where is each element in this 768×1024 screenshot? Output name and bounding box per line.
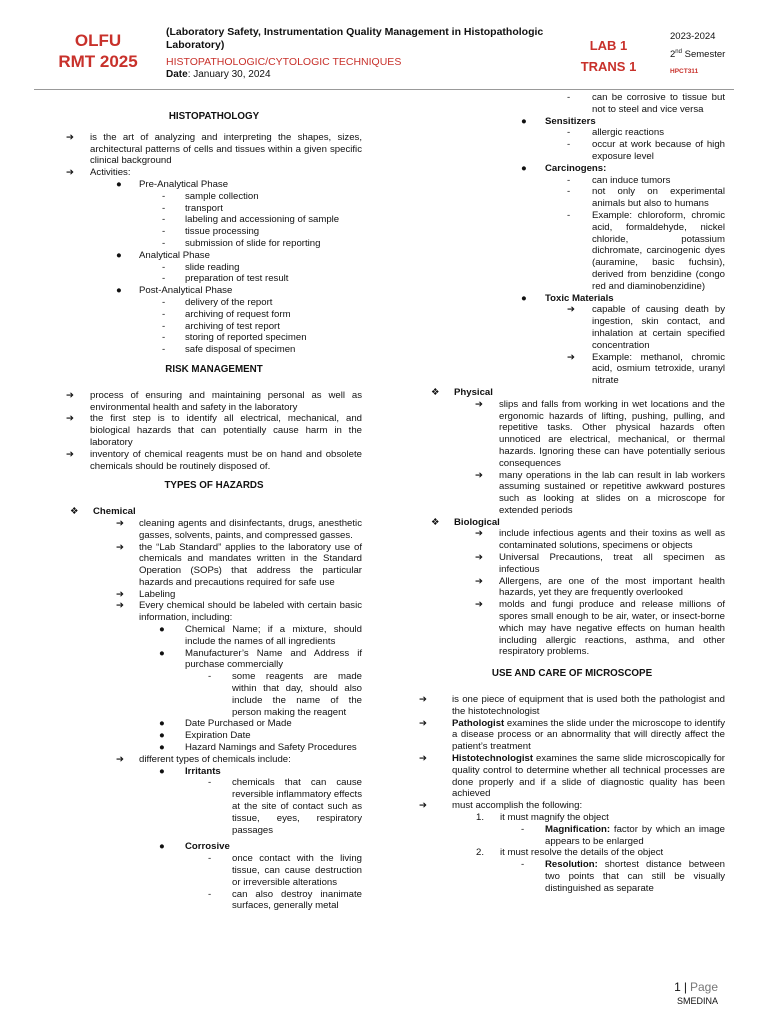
- list-item: - slide reading: [162, 261, 240, 273]
- list-item: ● Carcinogens:: [521, 162, 607, 174]
- list-item: [419, 753, 725, 800]
- resolution-text: shortest distance between two points that can still be visually distinguished as separate: [545, 859, 725, 894]
- arrow-icon: ➔: [419, 753, 428, 765]
- list-item: - Example: chloroform, chromic acid, formaldehyde, nickel chloride, potassium dichromate, carcinogenic dyes (auramine, basic fuchsin), derived from benzidine (congo red and diaminobenzidine): [567, 209, 725, 292]
- number-marker: 2.: [476, 847, 485, 859]
- arrow-icon: ➔: [475, 398, 484, 410]
- diamond-bullet-icon: ❖: [431, 386, 440, 398]
- school-logo-text: [46, 30, 150, 72]
- bullet-icon: ●: [116, 178, 122, 190]
- list-item: - occur at work because of high exposure level: [567, 139, 725, 162]
- arrow-icon: ➔: [116, 753, 125, 765]
- list-item: - transport: [162, 202, 223, 214]
- bullet-icon: ●: [159, 647, 165, 659]
- lecture-date: [166, 69, 271, 80]
- bullet-icon: ●: [159, 624, 165, 636]
- list-item: ● Corrosive: [159, 841, 230, 853]
- diamond-bullet-icon: ❖: [431, 516, 440, 528]
- arrow-icon: ➔: [116, 588, 125, 600]
- arrow-icon: ➔: [116, 600, 125, 612]
- dash-icon: -: [162, 226, 166, 238]
- dash-icon: -: [162, 296, 166, 308]
- dash-icon: -: [208, 777, 212, 789]
- arrow-icon: ➔: [419, 800, 428, 812]
- list-item: - preparation of test result: [162, 273, 289, 285]
- header-divider: [34, 89, 734, 90]
- list-item: ➔ many operations in the lab can result in lab workers assuming sustained or repetitive awkward postures such as looking at slides on a microscope for extended periods: [475, 469, 725, 516]
- dash-icon: -: [162, 261, 166, 273]
- dash-icon: -: [567, 127, 571, 139]
- list-item: ➔ molds and fungi produce and release millions of spores small enough to be air, water, or insect-borne which may have negative effects on human health including allergic reactions, asthma, and other respiratory problems.: [475, 599, 725, 658]
- list-item: ● Sensitizers: [521, 115, 596, 127]
- batch-name: RMT 2025: [58, 52, 138, 71]
- dash-icon: -: [567, 139, 571, 151]
- list-item: ➔ Every chemical should be labeled with certain basic information, including:: [116, 600, 362, 624]
- list-item: ➔ process of ensuring and maintaining personal as well as environmental health and safety in the laboratory: [66, 389, 362, 413]
- arrow-icon: ➔: [116, 517, 125, 529]
- list-item: ➔ is the art of analyzing and interpreting the shapes, sizes, architectural patterns of cells and tissues within a given specific clinical background: [66, 131, 362, 167]
- list-item: ➔ different types of chemicals include:: [116, 753, 291, 765]
- semester-text: Semester: [681, 49, 726, 61]
- list-item: ➔ the first step is to identify all electrical, mechanical, and biological hazards that can potentially cause harm in the laboratory: [66, 413, 362, 448]
- dash-icon: -: [521, 859, 525, 871]
- list-item: ➔ is one piece of equipment that is used both the pathologist and the histotechnologist: [419, 694, 725, 717]
- arrow-icon: ➔: [567, 304, 576, 316]
- diamond-bullet-icon: ❖: [70, 506, 79, 518]
- list-item: ● Irritants: [159, 765, 221, 777]
- arrow-icon: ➔: [475, 575, 484, 587]
- list-item: [419, 718, 725, 753]
- list-item: ● Date Purchased or Made: [159, 718, 292, 730]
- arrow-icon: ➔: [66, 413, 75, 425]
- carcinogens-label: Carcinogens: [545, 162, 604, 174]
- list-item: ➔ Activities:: [66, 167, 131, 179]
- bullet-icon: ●: [159, 742, 165, 754]
- page-number-value: 1: [674, 980, 681, 994]
- pathologist-term: Pathologist: [452, 717, 505, 729]
- dash-icon: -: [567, 174, 571, 186]
- list-item: ➔ Universal Precautions, treat all specimen as infectious: [475, 552, 725, 575]
- resolution-term: Resolution:: [545, 859, 598, 871]
- school-name: OLFU: [74, 31, 122, 50]
- dash-icon: -: [208, 853, 212, 865]
- trans-number: TRANS 1: [580, 59, 637, 74]
- list-item: ● Post-Analytical Phase: [116, 285, 233, 297]
- arrow-icon: ➔: [475, 528, 484, 540]
- dash-icon: -: [567, 209, 571, 221]
- list-item: ➔ include infectious agents and their toxins as well as contaminated solutions, specimens or objects: [475, 528, 725, 552]
- course-code: HPCT311: [670, 68, 699, 75]
- list-item: ➔ cleaning agents and disinfectants, drugs, anesthetic gasses, solvents, paints, and compressed gasses.: [116, 517, 362, 541]
- page-separator: |: [683, 980, 687, 994]
- dash-icon: -: [162, 202, 166, 214]
- list-item: [419, 859, 725, 894]
- list-item: ● Expiration Date: [159, 730, 251, 742]
- section-title-histopathology: HISTOPATHOLOGY: [168, 111, 260, 122]
- arrow-icon: ➔: [116, 541, 125, 553]
- dash-icon: -: [208, 671, 212, 683]
- lab-trans-block: [571, 35, 646, 77]
- list-item: [419, 824, 725, 848]
- list-item: ➔ capable of causing death by ingestion, skin contact, and inhalation at certain specified concentration: [567, 304, 725, 351]
- arrow-icon: ➔: [66, 448, 75, 460]
- bullet-icon: ●: [159, 841, 165, 853]
- dash-icon: -: [162, 273, 166, 285]
- arrow-icon: ➔: [475, 552, 484, 564]
- list-item: ➔ the “Lab Standard” applies to the laboratory use of chemicals and mandates written in the Standard Operation (SOPs) that address the particular hazards and precautions required for safe use: [116, 541, 362, 588]
- bullet-icon: ●: [521, 115, 527, 127]
- list-item: 1. it must magnify the object: [476, 812, 609, 824]
- section-title-risk-management: RISK MANAGEMENT: [165, 363, 263, 375]
- list-item: - delivery of the report: [162, 296, 273, 308]
- dash-icon: -: [567, 186, 571, 198]
- list-item: ➔ Labeling: [116, 588, 176, 600]
- list-item: ➔ inventory of chemical reagents must be on hand and obsolete chemicals should be routinely disposed of.: [66, 448, 362, 472]
- list-item: - chemicals that can cause reversible inflammatory effects at the site of contact such as tissue, eyes, respiratory passages: [208, 777, 362, 836]
- list-item: - once contact with the living tissue, can cause destruction or irreversible alterations: [208, 853, 362, 888]
- dash-icon: -: [162, 308, 166, 320]
- school-year: 2023-2024: [670, 31, 716, 42]
- arrow-icon: ➔: [475, 469, 484, 481]
- dash-icon: -: [162, 237, 166, 249]
- list-item: - safe disposal of specimen: [162, 344, 296, 356]
- list-item: ❖ Physical: [431, 386, 493, 398]
- semester-suffix: nd: [675, 49, 682, 55]
- list-item: ● Chemical Name; if a mixture, should include the names of all ingredients: [159, 624, 362, 647]
- list-item: - archiving of test report: [162, 320, 280, 332]
- right-column: [419, 92, 725, 895]
- list-item: ➔ must accomplish the following:: [419, 800, 583, 812]
- list-item: ➔ Allergens, are one of the most important health hazards, yet they are frequently overlooked: [475, 575, 725, 599]
- bullet-icon: ●: [116, 285, 122, 297]
- arrow-icon: ➔: [66, 167, 75, 179]
- list-item: ➔ Example: methanol, chromic acid, osmium tetroxide, uranyl nitrate: [567, 351, 725, 387]
- subject-name: HISTOPATHOLOGIC/CYTOLOGIC TECHNIQUES: [166, 56, 402, 68]
- list-item: ● Toxic Materials: [521, 292, 614, 304]
- dash-icon: -: [162, 214, 166, 226]
- list-item: ➔ slips and falls from working in wet locations and the ergonomic hazards of lifting, pushing, pulling, and repetitive tasks. Other physical hazards often unnoticed are electrical, mechanical, or thermal hazards. Ignoring these can have potentially serious consequences: [475, 398, 725, 469]
- bullet-icon: ●: [159, 730, 165, 742]
- number-marker: 1.: [476, 812, 485, 824]
- dash-icon: -: [162, 190, 166, 202]
- arrow-icon: ➔: [419, 694, 428, 706]
- page-header: [0, 0, 768, 92]
- list-item: ● Hazard Namings and Safety Procedures: [159, 742, 357, 754]
- date-value: : January 30, 2024: [187, 69, 271, 80]
- dash-icon: -: [162, 320, 166, 332]
- list-item: ● Analytical Phase: [116, 249, 210, 261]
- page-label: Page: [689, 980, 718, 994]
- date-label: Date: [166, 69, 188, 80]
- author-name: SMEDINA: [676, 996, 718, 1006]
- arrow-icon: ➔: [419, 717, 428, 729]
- list-item: - sample collection: [162, 190, 259, 202]
- list-item: 2. it must resolve the details of the object: [476, 847, 664, 859]
- list-item: - labeling and accessioning of sample: [162, 214, 340, 226]
- bullet-icon: ●: [521, 292, 527, 304]
- list-item: ❖ Chemical: [70, 506, 136, 518]
- dash-icon: -: [208, 888, 212, 900]
- list-item: - allergic reactions: [567, 127, 664, 139]
- section-title-microscope: USE AND CARE OF MICROSCOPE: [491, 668, 653, 680]
- list-item: - archiving of request form: [162, 308, 291, 320]
- section-title-types-of-hazards: TYPES OF HAZARDS: [164, 480, 264, 492]
- bullet-icon: ●: [116, 249, 122, 261]
- bullet-icon: ●: [159, 718, 165, 730]
- arrow-icon: ➔: [567, 351, 576, 363]
- list-item: - tissue processing: [162, 226, 260, 238]
- arrow-icon: ➔: [475, 599, 484, 611]
- arrow-icon: ➔: [66, 131, 75, 143]
- histotechnologist-text: examines the same slide microscopically for quality control to determine whether all technical processes are done properly and if a slide of diagnostic quality has been achieved: [452, 753, 725, 800]
- list-item: - submission of slide for reporting: [162, 237, 321, 249]
- list-item: ❖ Biological: [431, 516, 500, 528]
- list-item: ● Manufacturer’s Name and Address if purchase commercially: [159, 647, 362, 671]
- list-item: - some reagents are made within that day, should also include the name of the person making the reagent: [208, 671, 362, 718]
- dash-icon: -: [567, 92, 571, 103]
- list-item: - can be corrosive to tissue but not to steel and vice versa: [567, 92, 725, 115]
- pathologist-text: examines the slide under the microscope to identify a disease process or an abnormality that will directly affect the patient’s treatment: [452, 717, 726, 753]
- semester: [670, 49, 725, 60]
- list-item: - can induce tumors: [567, 174, 671, 186]
- bullet-icon: ●: [521, 162, 527, 174]
- magnification-text: factor by which an image appears to be enlarged: [545, 823, 725, 847]
- histotechnologist-term: Histotechnologist: [452, 753, 534, 765]
- dash-icon: -: [521, 823, 525, 835]
- document-title: (Laboratory Safety, Instrumentation Quality Management in Histopathologic Laboratory): [166, 26, 544, 51]
- page-number: [674, 980, 718, 994]
- dash-icon: -: [162, 332, 166, 344]
- semester-number: 2: [670, 49, 676, 61]
- lab-number: LAB 1: [589, 38, 628, 53]
- magnification-term: Magnification:: [545, 823, 611, 835]
- left-column: [66, 92, 362, 912]
- arrow-icon: ➔: [66, 389, 75, 401]
- list-item: ● Pre-Analytical Phase: [116, 178, 229, 190]
- list-item: - not only on experimental animals but also to humans: [567, 186, 725, 210]
- list-item: - storing of reported specimen: [162, 332, 307, 344]
- list-item: - can also destroy inanimate surfaces, generally metal: [208, 888, 362, 912]
- bullet-icon: ●: [159, 765, 165, 777]
- dash-icon: -: [162, 344, 166, 356]
